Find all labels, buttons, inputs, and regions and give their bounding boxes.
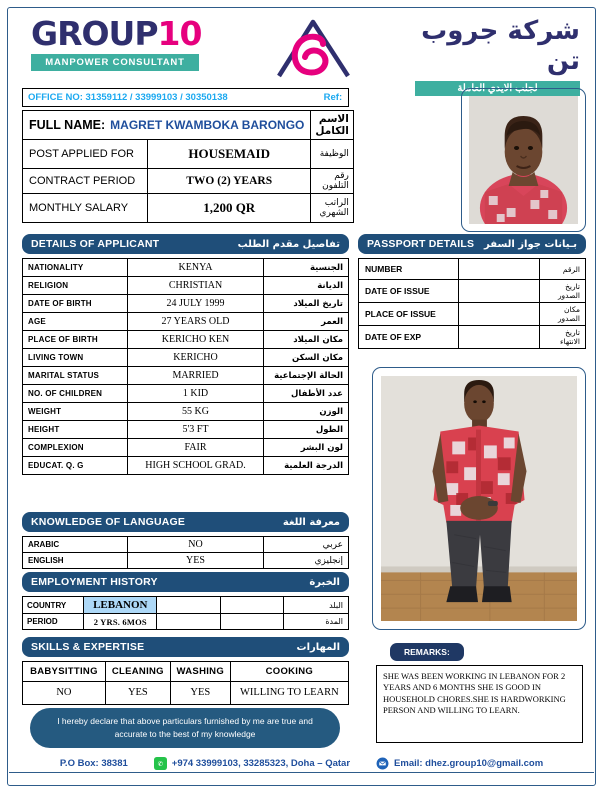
post-applied-arabic: الوظيفة: [311, 140, 353, 169]
row-label: PLACE OF BIRTH: [23, 331, 128, 349]
passport-details-table: [358, 258, 586, 349]
skill-value-washing: YES: [170, 682, 230, 705]
row-label: NATIONALITY: [23, 259, 128, 277]
row-value: KERICHO KEN: [128, 331, 264, 349]
full-name-value: MAGRET KWAMBOKA BARONGO: [110, 118, 305, 132]
row-label: EDUCAT. Q. G: [23, 457, 128, 475]
table-row: [23, 421, 349, 439]
row-arabic: الديانة: [264, 277, 349, 295]
company-emblem-icon: [271, 14, 356, 84]
table-row: [23, 597, 349, 614]
passport-value[interactable]: [459, 280, 540, 303]
section-title-en: EMPLOYMENT HISTORY: [31, 576, 158, 588]
phone-text: +974 33999103, 33285323, Doha – Qatar: [171, 758, 351, 769]
row-arabic: مكان السكن: [264, 349, 349, 367]
row-arabic: العمر: [264, 313, 349, 331]
employment-row-arabic: المدة: [283, 614, 348, 630]
table-row: [23, 277, 349, 295]
row-label: HEIGHT: [23, 421, 128, 439]
language-label: ENGLISH: [23, 553, 128, 569]
table-row: [23, 385, 349, 403]
skill-value-cleaning: YES: [105, 682, 170, 705]
row-arabic: عدد الأطفال: [264, 385, 349, 403]
table-row-fullname: [23, 111, 354, 140]
row-label: COMPLEXION: [23, 439, 128, 457]
company-logo-left: [31, 14, 206, 71]
employment-history-table: [22, 596, 349, 630]
row-arabic: الطول: [264, 421, 349, 439]
skill-value-cooking: WILLING TO LEARN: [230, 682, 348, 705]
language-arabic: إنجليزي: [264, 553, 349, 569]
row-label: DATE OF BIRTH: [23, 295, 128, 313]
employment-row-label: PERIOD: [23, 614, 84, 630]
section-header-passport-details: [358, 234, 586, 254]
employment-country-value: LEBANON: [84, 597, 157, 614]
knowledge-of-language-table: [22, 536, 349, 569]
monthly-salary-label: MONTHLY SALARY: [23, 194, 148, 223]
row-value: MARRIED: [128, 367, 264, 385]
row-arabic: لون البشر: [264, 439, 349, 457]
employment-row-arabic: البلد: [283, 597, 348, 614]
table-row: [23, 295, 349, 313]
row-arabic: الدرجة العلمية: [264, 457, 349, 475]
section-title-en: PASSPORT DETAILS: [367, 238, 475, 250]
section-title-ar: المهارات: [296, 641, 340, 653]
passport-arabic: مكان الصدور: [540, 303, 586, 326]
table-row: [23, 553, 349, 569]
row-label: AGE: [23, 313, 128, 331]
row-label: WEIGHT: [23, 403, 128, 421]
contract-period-label: CONTRACT PERIOD: [23, 169, 148, 194]
table-row: [23, 403, 349, 421]
table-row: [23, 439, 349, 457]
row-label: RELIGION: [23, 277, 128, 295]
whatsapp-icon: [154, 757, 167, 770]
photo-frame: [469, 96, 578, 224]
svg-text:✆: ✆: [157, 760, 163, 769]
document-header: [9, 9, 594, 94]
email-icon: [376, 757, 389, 770]
skill-header-cooking: COOKING: [230, 662, 348, 682]
table-row: [23, 194, 354, 223]
table-row: [23, 169, 354, 194]
table-row: [23, 367, 349, 385]
email-text: Email: dhez.group10@gmail.com: [394, 758, 544, 769]
section-title-ar: تفاصيل مقدم الطلب: [237, 238, 340, 250]
contract-period-value: TWO (2) YEARS: [148, 169, 311, 194]
table-row: [23, 457, 349, 475]
po-box-text: P.O Box: 38381: [59, 758, 128, 769]
section-title-ar: بـيانات جواز السفر: [484, 238, 577, 250]
office-numbers: OFFICE NO: 31359112 / 33999103 / 30350138: [28, 92, 228, 103]
row-value: 1 KID: [128, 385, 264, 403]
office-number-row: [22, 88, 349, 107]
applicant-full-body-photo: [372, 367, 586, 630]
applicant-passport-photo: [461, 88, 586, 232]
arabic-brand-name: شركة جروب تن: [421, 16, 580, 76]
ref-label: Ref:: [323, 92, 343, 103]
section-title-ar: الخبرة: [309, 576, 340, 588]
table-row: [23, 682, 349, 705]
logo-word-ten: 10: [157, 14, 202, 53]
declaration-statement: I hereby declare that above particulars furnished by me are true and accurate to the best of my knowledge: [30, 708, 340, 748]
passport-label: DATE OF EXP: [359, 326, 459, 349]
language-arabic: عربي: [264, 537, 349, 553]
full-name-cell: [23, 111, 311, 140]
employment-empty-cell: [157, 597, 220, 614]
post-applied-value: HOUSEMAID: [148, 140, 311, 169]
row-arabic: مكان الميلاد: [264, 331, 349, 349]
logo-tagline: MANPOWER CONSULTANT: [31, 54, 199, 71]
row-label: NO. OF CHILDREN: [23, 385, 128, 403]
row-value: 24 JULY 1999: [128, 295, 264, 313]
table-row: [359, 280, 586, 303]
company-logo-arabic: [390, 17, 580, 96]
monthly-salary-arabic: الراتب الشهري: [311, 194, 353, 223]
full-name-label: FULL NAME:: [29, 118, 106, 132]
row-value: 55 KG: [128, 403, 264, 421]
post-applied-label: POST APPLIED FOR: [23, 140, 148, 169]
row-value: 27 YEARS OLD: [128, 313, 264, 331]
passport-arabic: تاريخ الانتهاء: [540, 326, 586, 349]
table-row: [23, 537, 349, 553]
row-value: FAIR: [128, 439, 264, 457]
table-row: [359, 259, 586, 280]
table-row: [359, 326, 586, 349]
passport-value[interactable]: [459, 326, 540, 349]
language-value: YES: [128, 553, 264, 569]
table-row: [23, 331, 349, 349]
row-arabic: الحالة الإجتماعية: [264, 367, 349, 385]
language-value: NO: [128, 537, 264, 553]
phone-item: [154, 757, 350, 770]
section-title-en: DETAILS OF APPLICANT: [31, 238, 160, 250]
arabic-tagline: لجلب الايدي العاملة: [415, 81, 580, 96]
row-arabic: الوزن: [264, 403, 349, 421]
language-label: ARABIC: [23, 537, 128, 553]
document-footer: [9, 757, 594, 770]
section-title-ar: معرفة اللغة: [282, 516, 340, 528]
row-value: KENYA: [128, 259, 264, 277]
passport-label: PLACE OF ISSUE: [359, 303, 459, 326]
employment-empty-cell: [157, 614, 220, 630]
applicant-summary-table: [22, 110, 354, 223]
row-value: KERICHO: [128, 349, 264, 367]
row-label: MARITAL STATUS: [23, 367, 128, 385]
table-row: [23, 614, 349, 630]
details-of-applicant-table: [22, 258, 349, 475]
logo-word-group: GROUP: [31, 14, 158, 53]
employment-row-label: COUNTRY: [23, 597, 84, 614]
passport-label: NUMBER: [359, 259, 459, 280]
row-value: HIGH SCHOOL GRAD.: [128, 457, 264, 475]
footer-divider: [9, 772, 594, 773]
table-row: [359, 303, 586, 326]
logo-wordmark: [31, 14, 206, 53]
skills-expertise-table: [22, 661, 349, 705]
po-box-item: [60, 758, 128, 769]
employment-period-value: 2 YRS. 6MOS: [84, 614, 157, 630]
remarks-title-badge: REMARKS:: [390, 643, 464, 661]
passport-arabic: تاريخ الصدور: [540, 280, 586, 303]
skill-header-cleaning: CLEANING: [105, 662, 170, 682]
row-value: 5'3 FT: [128, 421, 264, 439]
table-row: [23, 349, 349, 367]
row-arabic: تاريخ الميلاد: [264, 295, 349, 313]
section-header-knowledge-of-language: [22, 512, 349, 532]
monthly-salary-value: 1,200 QR: [148, 194, 311, 223]
table-row: [23, 313, 349, 331]
section-title-en: KNOWLEDGE OF LANGUAGE: [31, 516, 186, 528]
contract-period-arabic: رقم التلفون: [311, 169, 353, 194]
section-header-details-of-applicant: [22, 234, 349, 254]
section-header-employment-history: [22, 572, 349, 592]
passport-label: DATE OF ISSUE: [359, 280, 459, 303]
skill-header-washing: WASHING: [170, 662, 230, 682]
passport-value[interactable]: [459, 303, 540, 326]
section-title-en: SKILLS & EXPERTISE: [31, 641, 145, 653]
employment-empty-cell: [220, 614, 283, 630]
table-header-row: [23, 662, 349, 682]
full-name-arabic: الاسم الكامل: [311, 111, 353, 140]
section-header-skills-expertise: [22, 637, 349, 657]
row-arabic: الجنسية: [264, 259, 349, 277]
skill-header-babysitting: BABYSITTING: [23, 662, 106, 682]
photo-frame: [381, 376, 577, 621]
employment-empty-cell: [220, 597, 283, 614]
passport-arabic: الرقم: [540, 259, 586, 280]
skill-value-babysitting: NO: [23, 682, 106, 705]
row-label: LIVING TOWN: [23, 349, 128, 367]
email-item: [376, 757, 543, 770]
remarks-text-box: SHE WAS BEEN WORKING IN LEBANON FOR 2 YEARS AND 6 MONTHS SHE IS GOOD IN HOUSEHOLD CHORES.SHE IS HARDWORKING PERSON AND WILLING TO LEARN.: [376, 665, 583, 743]
passport-value[interactable]: [459, 259, 540, 280]
row-value: CHRISTIAN: [128, 277, 264, 295]
table-row: [23, 259, 349, 277]
table-row: [23, 140, 354, 169]
